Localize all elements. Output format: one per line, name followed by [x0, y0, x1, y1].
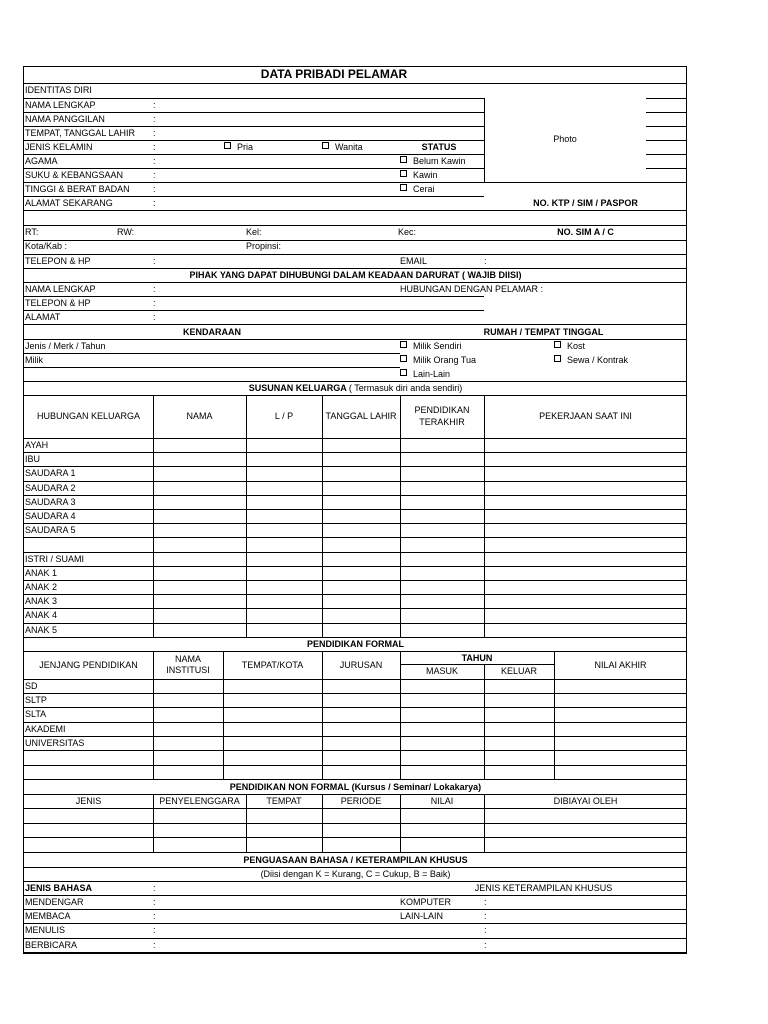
colon-separator: :: [484, 256, 487, 266]
colon-separator: :: [153, 128, 156, 138]
kel-label: Kel:: [246, 227, 262, 237]
checkbox-icon[interactable]: [400, 156, 407, 163]
colon-separator: :: [484, 911, 487, 922]
formal-col-line: [153, 651, 154, 779]
formal-row-line: [24, 736, 687, 737]
checkbox-icon[interactable]: [400, 184, 407, 191]
formal-header-name-2: INSTITUSI: [166, 664, 210, 675]
language-row-label: MENDENGAR: [25, 896, 84, 907]
identity-row-line: [24, 112, 484, 113]
checkbox-icon[interactable]: [400, 355, 407, 362]
family-row-label: SAUDARA 2: [25, 482, 76, 493]
language-row-label: MEMBACA: [25, 911, 71, 922]
formal-row-line: [24, 722, 687, 723]
identity-field-label: TEMPAT, TANGGAL LAHIR: [25, 128, 136, 138]
nonformal-header: DIBIAYAI OLEH: [553, 795, 618, 806]
applicant-form: [23, 66, 687, 954]
language-row-label: MENULIS: [25, 925, 66, 936]
family-row-label: SAUDARA 4: [25, 511, 76, 521]
status-belum-kawin-checkbox[interactable]: [400, 156, 466, 167]
identity-field-label: NAMA LENGKAP: [25, 100, 96, 110]
language-row-label: BERBICARA: [25, 939, 78, 950]
nonformal-title: PENDIDIKAN NON FORMAL (Kursus / Seminar/ Lokakarya): [229, 781, 482, 792]
formal-row-label: SLTP: [25, 695, 47, 706]
colon-separator: :: [153, 925, 156, 936]
formal-col-line: [322, 651, 323, 779]
email-label: EMAIL: [400, 256, 428, 266]
family-row-label: ANAK 3: [25, 596, 58, 607]
family-row-label: SAUDARA 3: [25, 496, 76, 507]
colon-separator: :: [153, 939, 156, 950]
formal-row-line: [24, 779, 687, 780]
skill-row-label: KOMPUTER: [400, 896, 452, 907]
family-col-line: [153, 395, 154, 637]
emergency-row-line: [24, 296, 484, 297]
identity-field-label: JENIS KELAMIN: [25, 142, 93, 152]
family-row-line: [24, 523, 687, 524]
checkbox-icon[interactable]: [554, 341, 561, 348]
propinsi-label: Propinsi:: [246, 241, 282, 251]
family-row-line: [24, 509, 687, 510]
family-row-line: [24, 608, 687, 609]
family-header-education-2: TERAKHIR: [419, 417, 465, 427]
family-header-birthdate: TANGGAL LAHIR: [325, 411, 397, 421]
family-row-line: [24, 566, 687, 567]
photo-side-line: [646, 126, 687, 127]
status-title: STATUS: [421, 142, 457, 152]
language-row-line: [24, 923, 687, 924]
identity-row-line: [24, 140, 484, 141]
vehicle-row-line: [24, 367, 400, 368]
identity-row-line: [24, 98, 484, 99]
formal-row-line: [24, 693, 687, 694]
family-row-line: [24, 537, 687, 538]
family-header-line: [24, 438, 687, 439]
nonformal-header: PENYELENGGARA: [159, 795, 240, 806]
colon-separator: :: [153, 114, 156, 124]
formal-header-year: TAHUN: [461, 652, 493, 663]
family-row-label: ANAK 5: [25, 624, 58, 635]
kota-row-line: [24, 254, 687, 255]
colon-separator: :: [153, 256, 156, 266]
family-row-line: [24, 580, 687, 581]
kota-label: Kota/Kab :: [25, 241, 68, 251]
emergency-field-label: ALAMAT: [25, 312, 61, 322]
family-row-line: [24, 452, 687, 453]
language-row-line: [24, 909, 687, 910]
identity-row-line: [24, 154, 484, 155]
emergency-bottom-line: [24, 324, 687, 325]
language-subtitle: (Diisi dengan K = Kurang, C = Cukup, B = Baik): [260, 868, 451, 879]
vehicle-title: KENDARAAN: [183, 327, 241, 337]
family-row-line: [24, 481, 687, 482]
family-row-label: SAUDARA 1: [25, 468, 76, 479]
colon-separator: :: [484, 939, 487, 950]
identity-field-label: NAMA PANGGILAN: [25, 114, 105, 124]
formal-header-major: JURUSAN: [339, 659, 383, 670]
family-row-label: ANAK 2: [25, 582, 58, 592]
formal-title-line: [24, 651, 687, 652]
checkbox-label: Kost: [567, 341, 586, 351]
vehicle-owner-label: Milik: [25, 355, 43, 365]
language-head: JENIS BAHASA: [25, 882, 93, 893]
emergency-field-label: TELEPON & HP: [25, 298, 91, 308]
family-row-line: [24, 594, 687, 595]
nonformal-col-line: [400, 794, 401, 852]
nonformal-title-line: [24, 794, 687, 795]
nonformal-row-line: [24, 837, 687, 838]
photo-label: Photo: [553, 134, 577, 144]
emergency-field-label: NAMA LENGKAP: [25, 284, 96, 294]
language-row-line: [24, 895, 687, 896]
checkbox-label: Lain-Lain: [413, 369, 451, 379]
housing-bottom-line: [24, 381, 687, 382]
colon-separator: :: [153, 911, 156, 922]
identity-field-label: TINGGI & BERAT BADAN: [25, 184, 130, 194]
family-header-education: PENDIDIKAN: [414, 405, 470, 415]
nonformal-header: NILAI: [430, 795, 454, 806]
family-col-line: [322, 395, 323, 637]
formal-row-line: [24, 765, 687, 766]
identity-row-line: [24, 126, 484, 127]
formal-row-line: [24, 750, 687, 751]
identity-row-line: [24, 182, 484, 183]
checkbox-label: Wanita: [335, 142, 363, 152]
emergency-title-line: [24, 282, 687, 283]
family-header-sex: L / P: [274, 411, 294, 421]
skill-row-label: LAIN-LAIN: [400, 911, 444, 922]
checkbox-label: Cerai: [413, 184, 435, 194]
family-header-relation: HUBUNGAN KELUARGA: [36, 411, 141, 421]
family-row-label: IBU: [25, 454, 41, 465]
formal-header-line: [24, 679, 687, 680]
housing-milik-sendiri-checkbox[interactable]: [400, 341, 462, 352]
checkbox-icon[interactable]: [224, 142, 231, 149]
photo-side-line: [646, 140, 687, 141]
colon-separator: :: [153, 312, 156, 322]
formal-row-label: SD: [25, 680, 38, 691]
family-title: [24, 383, 687, 394]
rt-row-line: [24, 240, 687, 241]
checkbox-icon[interactable]: [322, 142, 329, 149]
family-title-text: SUSUNAN KELUARGA: [248, 383, 347, 393]
housing-kost-checkbox[interactable]: [554, 341, 585, 352]
sim-label: NO. SIM A / C: [557, 227, 614, 237]
nonformal-row-line: [24, 823, 687, 824]
skill-head: JENIS KETERAMPILAN KHUSUS: [474, 882, 613, 893]
formal-title: PENDIDIKAN FORMAL: [307, 638, 404, 649]
colon-separator: :: [153, 184, 156, 194]
checkbox-icon[interactable]: [400, 170, 407, 177]
colon-separator: :: [484, 925, 487, 936]
formal-header-exit: KELUAR: [500, 665, 537, 676]
checkbox-label: Pria: [237, 142, 254, 152]
family-col-line: [484, 395, 485, 637]
gender-pria-checkbox[interactable]: [224, 142, 253, 153]
formal-header-name: NAMA: [174, 653, 201, 664]
language-subtitle-line: [24, 881, 687, 882]
nonformal-row-line: [24, 808, 687, 809]
identity-row-line: [24, 196, 484, 197]
identity-field-label: ALAMAT SEKARANG: [25, 198, 113, 208]
ktp-line: [484, 210, 687, 211]
colon-separator: :: [153, 298, 156, 308]
photo-side-line: [646, 98, 687, 99]
colon-separator: :: [153, 170, 156, 180]
vehicle-row-line: [24, 353, 400, 354]
colon-separator: :: [153, 100, 156, 110]
colon-separator: :: [153, 156, 156, 166]
formal-col-line: [223, 651, 224, 779]
formal-row-line: [24, 707, 687, 708]
identity-field-label: AGAMA: [25, 156, 58, 166]
colon-separator: :: [153, 142, 156, 152]
checkbox-icon[interactable]: [554, 355, 561, 362]
family-row-line: [24, 637, 687, 638]
housing-sewa-checkbox[interactable]: [554, 355, 628, 366]
language-row-line: [24, 952, 687, 953]
family-header-occupation: PEKERJAAN SAAT INI: [539, 411, 632, 421]
family-header-name: NAMA: [186, 411, 213, 421]
identity-row-line: [24, 168, 484, 169]
nonformal-col-line: [246, 794, 247, 852]
family-row-label: ANAK 4: [25, 610, 58, 621]
checkbox-label: Milik Orang Tua: [413, 355, 477, 365]
colon-separator: :: [484, 896, 487, 907]
nonformal-header: TEMPAT: [266, 795, 302, 806]
photo-bottom-line: [484, 182, 687, 183]
emergency-title: PIHAK YANG DAPAT DIHUBUNGI DALAM KEADAAN DARURAT ( WAJIB DIISI): [189, 270, 522, 280]
checkbox-label: Kawin: [413, 170, 438, 180]
nonformal-col-line: [153, 794, 154, 852]
family-col-line: [400, 395, 401, 637]
rw-label: RW:: [117, 227, 135, 237]
family-row-label: ISTRI / SUAMI: [25, 553, 85, 564]
gender-wanita-checkbox[interactable]: [322, 142, 363, 153]
formal-year-line: [400, 664, 554, 665]
ktp-label: NO. KTP / SIM / PASPOR: [533, 198, 638, 208]
colon-separator: :: [153, 198, 156, 208]
family-row-label: AYAH: [25, 440, 49, 450]
telepon-row-line: [24, 268, 687, 269]
checkbox-label: Sewa / Kontrak: [567, 355, 629, 365]
family-row-label: SAUDARA 5: [25, 525, 76, 536]
formal-row-label: UNIVERSITAS: [25, 738, 85, 748]
checkbox-icon[interactable]: [400, 369, 407, 376]
vehicle-type-label: Jenis / Merk / Tahun: [25, 341, 106, 351]
family-row-line: [24, 495, 687, 496]
formal-col-line: [484, 664, 485, 779]
nonformal-col-line: [322, 794, 323, 852]
family-subtitle: ( Termasuk diri anda sendiri): [348, 383, 463, 393]
formal-header-entry: MASUK: [425, 665, 458, 676]
identity-row-line: [24, 210, 484, 211]
formal-header-grade: NILAI AKHIR: [594, 659, 647, 670]
language-title-line: [24, 867, 687, 868]
formal-row-label: SLTA: [25, 709, 47, 720]
family-col-line: [246, 395, 247, 637]
family-row-line: [24, 552, 687, 553]
colon-separator: :: [153, 882, 156, 893]
formal-header-city: TEMPAT/KOTA: [241, 659, 304, 670]
address-blank-line: [24, 225, 687, 226]
nonformal-col-line: [484, 794, 485, 852]
status-cerai-checkbox[interactable]: [400, 184, 435, 195]
formal-header-level: JENJANG PENDIDIKAN: [39, 659, 138, 670]
page-title: DATA PRIBADI PELAMAR: [260, 67, 408, 81]
photo-side-line: [646, 112, 687, 113]
telepon-label: TELEPON & HP: [25, 256, 91, 266]
housing-milik-orang-tua-checkbox[interactable]: [400, 355, 476, 366]
formal-row-label: AKADEMI: [25, 723, 66, 734]
colon-separator: :: [153, 896, 156, 907]
checkbox-icon[interactable]: [400, 341, 407, 348]
housing-lain-lain-checkbox[interactable]: [400, 369, 450, 380]
vehicle-title-line: [24, 339, 687, 340]
family-row-label: ANAK 1: [25, 567, 58, 578]
nonformal-header: PERIODE: [340, 795, 382, 806]
status-kawin-checkbox[interactable]: [400, 170, 438, 181]
formal-col-line: [400, 651, 401, 779]
family-title-line: [24, 395, 687, 396]
kec-label: Kec:: [398, 227, 417, 237]
identity-section-label: IDENTITAS DIRI: [25, 85, 92, 95]
housing-title: RUMAH / TEMPAT TINGGAL: [483, 327, 604, 337]
nonformal-header: JENIS: [75, 795, 102, 806]
colon-separator: :: [153, 284, 156, 294]
family-row-line: [24, 623, 687, 624]
identity-field-label: SUKU & KEBANGSAAN: [25, 170, 124, 180]
title-underline: [24, 83, 687, 84]
checkbox-label: Milik Sendiri: [413, 341, 462, 351]
photo-side-line: [646, 154, 687, 155]
family-row-line: [24, 466, 687, 467]
relation-label: HUBUNGAN DENGAN PELAMAR :: [400, 284, 544, 294]
emergency-row-line: [24, 310, 484, 311]
language-title: PENGUASAAN BAHASA / KETERAMPILAN KHUSUS: [243, 854, 468, 865]
nonformal-row-line: [24, 852, 687, 853]
language-row-line: [24, 938, 687, 939]
rt-label: RT:: [25, 227, 39, 237]
checkbox-label: Belum Kawin: [413, 156, 466, 166]
formal-col-line: [554, 651, 555, 779]
photo-side-line: [646, 168, 687, 169]
